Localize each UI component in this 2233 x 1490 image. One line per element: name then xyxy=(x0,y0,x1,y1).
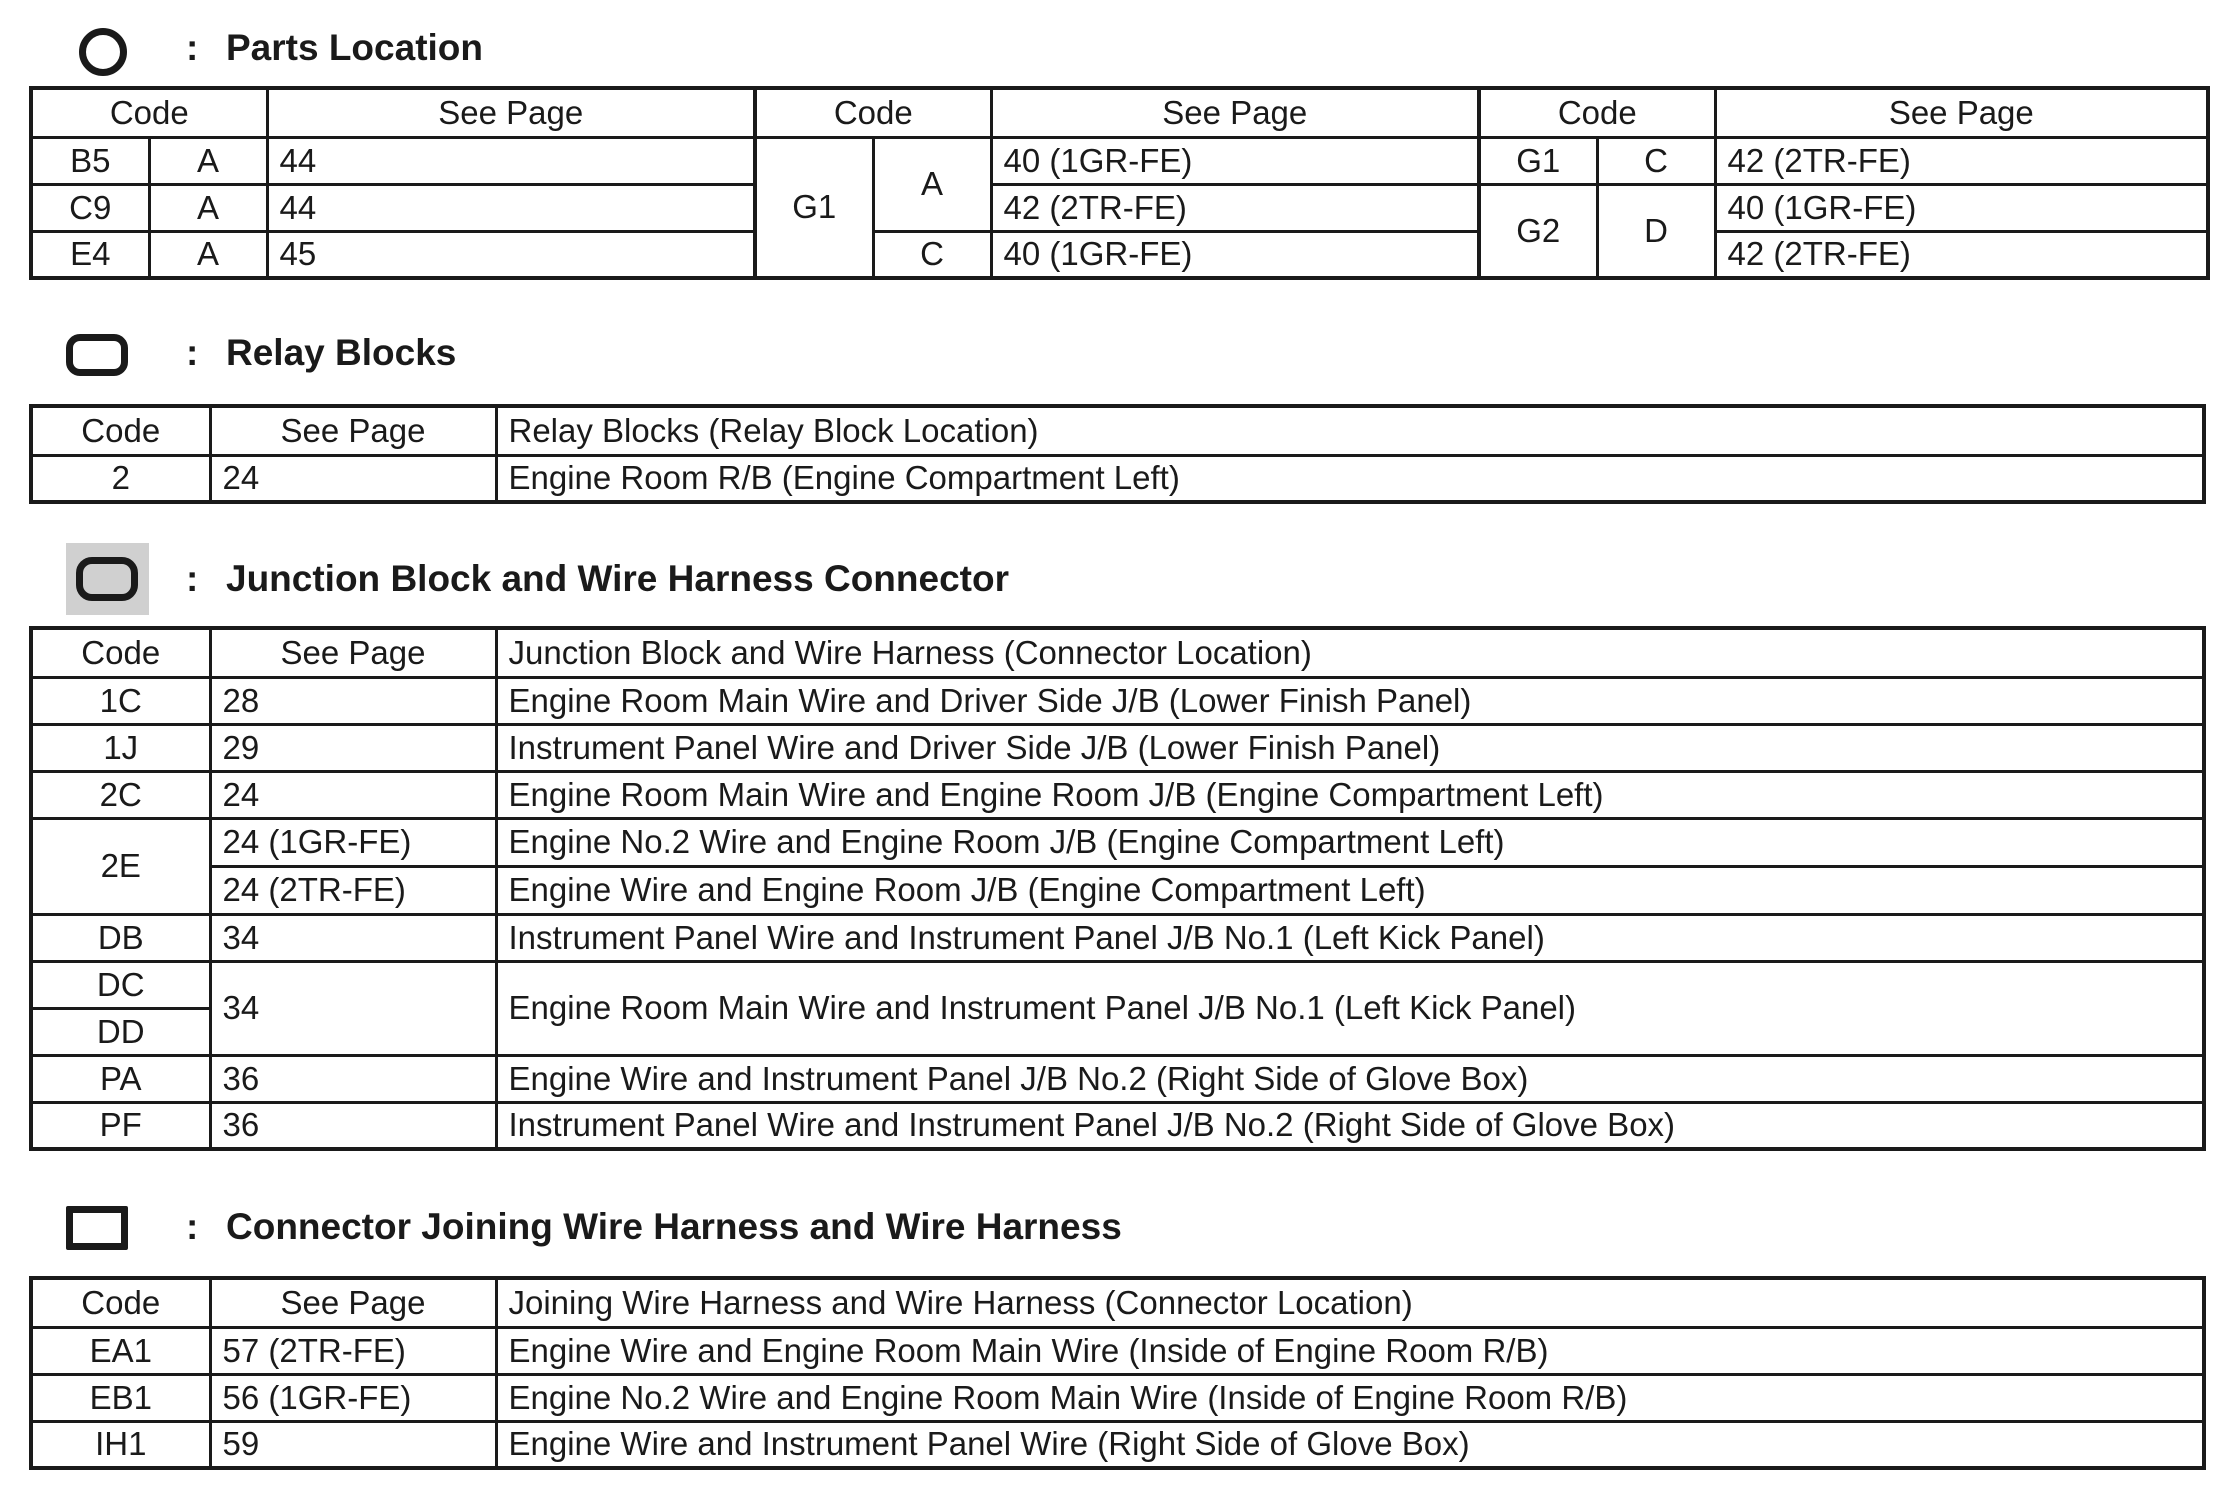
code-cell: 1J xyxy=(31,724,210,771)
page-cell: 34 xyxy=(210,961,496,1055)
rectangle-symbol-icon xyxy=(66,1206,128,1250)
page-cell: 29 xyxy=(210,724,496,771)
header-see-page: See Page xyxy=(991,88,1479,137)
code-cell: G2 xyxy=(1479,184,1597,278)
code-cell: 2E xyxy=(31,818,210,914)
connector-joining-table xyxy=(29,1276,2206,1470)
page-cell: 28 xyxy=(210,677,496,724)
header-see-page: See Page xyxy=(210,628,496,677)
page-cell: 57 (2TR-FE) xyxy=(210,1327,496,1374)
code-cell: B5 xyxy=(31,137,149,184)
code-cell: EA1 xyxy=(31,1327,210,1374)
code-cell: G1 xyxy=(1479,137,1597,184)
junction-block-table xyxy=(29,626,2206,1151)
header-see-page: See Page xyxy=(210,1278,496,1327)
header-see-page: See Page xyxy=(1715,88,2208,137)
sub-code-cell: C xyxy=(873,231,991,278)
header-code: Code xyxy=(31,88,267,137)
section-title: Connector Joining Wire Harness and Wire Harness xyxy=(226,1206,1122,1247)
section-header-junction-block xyxy=(0,540,2233,610)
page-cell: 42 (2TR-FE) xyxy=(991,184,1479,231)
page-cell: 24 (1GR-FE) xyxy=(210,818,496,866)
description-cell: Engine Room Main Wire and Driver Side J/B (Lower Finish Panel) xyxy=(496,677,2204,724)
circle-symbol-icon xyxy=(79,28,127,76)
description-cell: Instrument Panel Wire and Instrument Panel J/B No.1 (Left Kick Panel) xyxy=(496,914,2204,961)
description-cell: Engine No.2 Wire and Engine Room J/B (Engine Compartment Left) xyxy=(496,818,2204,866)
page-cell: 24 xyxy=(210,771,496,818)
sub-code-cell: C xyxy=(1597,137,1715,184)
page-cell: 42 (2TR-FE) xyxy=(1715,137,2208,184)
page-cell: 40 (1GR-FE) xyxy=(1715,184,2208,231)
code-cell: DD xyxy=(31,1008,210,1055)
page-cell: 36 xyxy=(210,1102,496,1149)
description-cell: Instrument Panel Wire and Instrument Panel J/B No.2 (Right Side of Glove Box) xyxy=(496,1102,2204,1149)
code-cell: PA xyxy=(31,1055,210,1102)
parts-location-table xyxy=(29,86,2210,280)
header-code: Code xyxy=(1479,88,1715,137)
section-title: Parts Location xyxy=(226,27,483,68)
section-title: Relay Blocks xyxy=(226,332,457,373)
page-cell: 34 xyxy=(210,914,496,961)
code-cell: G1 xyxy=(755,137,873,278)
page-cell: 44 xyxy=(267,184,755,231)
page-cell: 24 xyxy=(210,455,496,502)
colon: : xyxy=(186,1206,199,1247)
section-header-parts-location xyxy=(0,14,2233,84)
code-cell: PF xyxy=(31,1102,210,1149)
header-code: Code xyxy=(31,628,210,677)
header-see-page: See Page xyxy=(267,88,755,137)
header-code: Code xyxy=(755,88,991,137)
code-cell: 1C xyxy=(31,677,210,724)
description-cell: Engine Room R/B (Engine Compartment Left) xyxy=(496,455,2204,502)
colon: : xyxy=(186,27,199,68)
description-cell: Engine Room Main Wire and Instrument Panel J/B No.1 (Left Kick Panel) xyxy=(496,961,2204,1055)
page-cell: 56 (1GR-FE) xyxy=(210,1374,496,1421)
page-cell: 40 (1GR-FE) xyxy=(991,137,1479,184)
sub-code-cell: A xyxy=(873,137,991,231)
section-header-relay-blocks xyxy=(0,322,2233,392)
code-cell: 2C xyxy=(31,771,210,818)
description-cell: Instrument Panel Wire and Driver Side J/B (Lower Finish Panel) xyxy=(496,724,2204,771)
page-cell: 42 (2TR-FE) xyxy=(1715,231,2208,278)
rounded-rect-symbol-icon xyxy=(66,334,128,376)
sub-code-cell: A xyxy=(149,137,267,184)
header-description: Joining Wire Harness and Wire Harness (Connector Location) xyxy=(496,1278,2204,1327)
header-description: Junction Block and Wire Harness (Connector Location) xyxy=(496,628,2204,677)
description-cell: Engine Wire and Engine Room J/B (Engine Compartment Left) xyxy=(496,866,2204,914)
page-cell: 36 xyxy=(210,1055,496,1102)
section-header-connector-joining xyxy=(0,1192,2233,1262)
header-see-page: See Page xyxy=(210,406,496,455)
code-cell: E4 xyxy=(31,231,149,278)
sub-code-cell: A xyxy=(149,184,267,231)
page-cell: 24 (2TR-FE) xyxy=(210,866,496,914)
description-cell: Engine Wire and Instrument Panel Wire (Right Side of Glove Box) xyxy=(496,1421,2204,1468)
colon: : xyxy=(186,332,199,373)
page-cell: 59 xyxy=(210,1421,496,1468)
description-cell: Engine Wire and Instrument Panel J/B No.2 (Right Side of Glove Box) xyxy=(496,1055,2204,1102)
sub-code-cell: A xyxy=(149,231,267,278)
code-cell: C9 xyxy=(31,184,149,231)
code-cell: DB xyxy=(31,914,210,961)
description-cell: Engine Room Main Wire and Engine Room J/B (Engine Compartment Left) xyxy=(496,771,2204,818)
sub-code-cell: D xyxy=(1597,184,1715,278)
page-cell: 40 (1GR-FE) xyxy=(991,231,1479,278)
code-cell: IH1 xyxy=(31,1421,210,1468)
header-code: Code xyxy=(31,1278,210,1327)
page-cell: 44 xyxy=(267,137,755,184)
colon: : xyxy=(186,558,199,599)
header-code: Code xyxy=(31,406,210,455)
section-title: Junction Block and Wire Harness Connector xyxy=(226,558,1009,599)
page-cell: 45 xyxy=(267,231,755,278)
description-cell: Engine Wire and Engine Room Main Wire (Inside of Engine Room R/B) xyxy=(496,1327,2204,1374)
code-cell: DC xyxy=(31,961,210,1008)
code-cell: EB1 xyxy=(31,1374,210,1421)
relay-blocks-table xyxy=(29,404,2206,504)
header-description: Relay Blocks (Relay Block Location) xyxy=(496,406,2204,455)
shaded-rounded-rect-symbol-icon xyxy=(66,543,149,615)
description-cell: Engine No.2 Wire and Engine Room Main Wire (Inside of Engine Room R/B) xyxy=(496,1374,2204,1421)
code-cell: 2 xyxy=(31,455,210,502)
